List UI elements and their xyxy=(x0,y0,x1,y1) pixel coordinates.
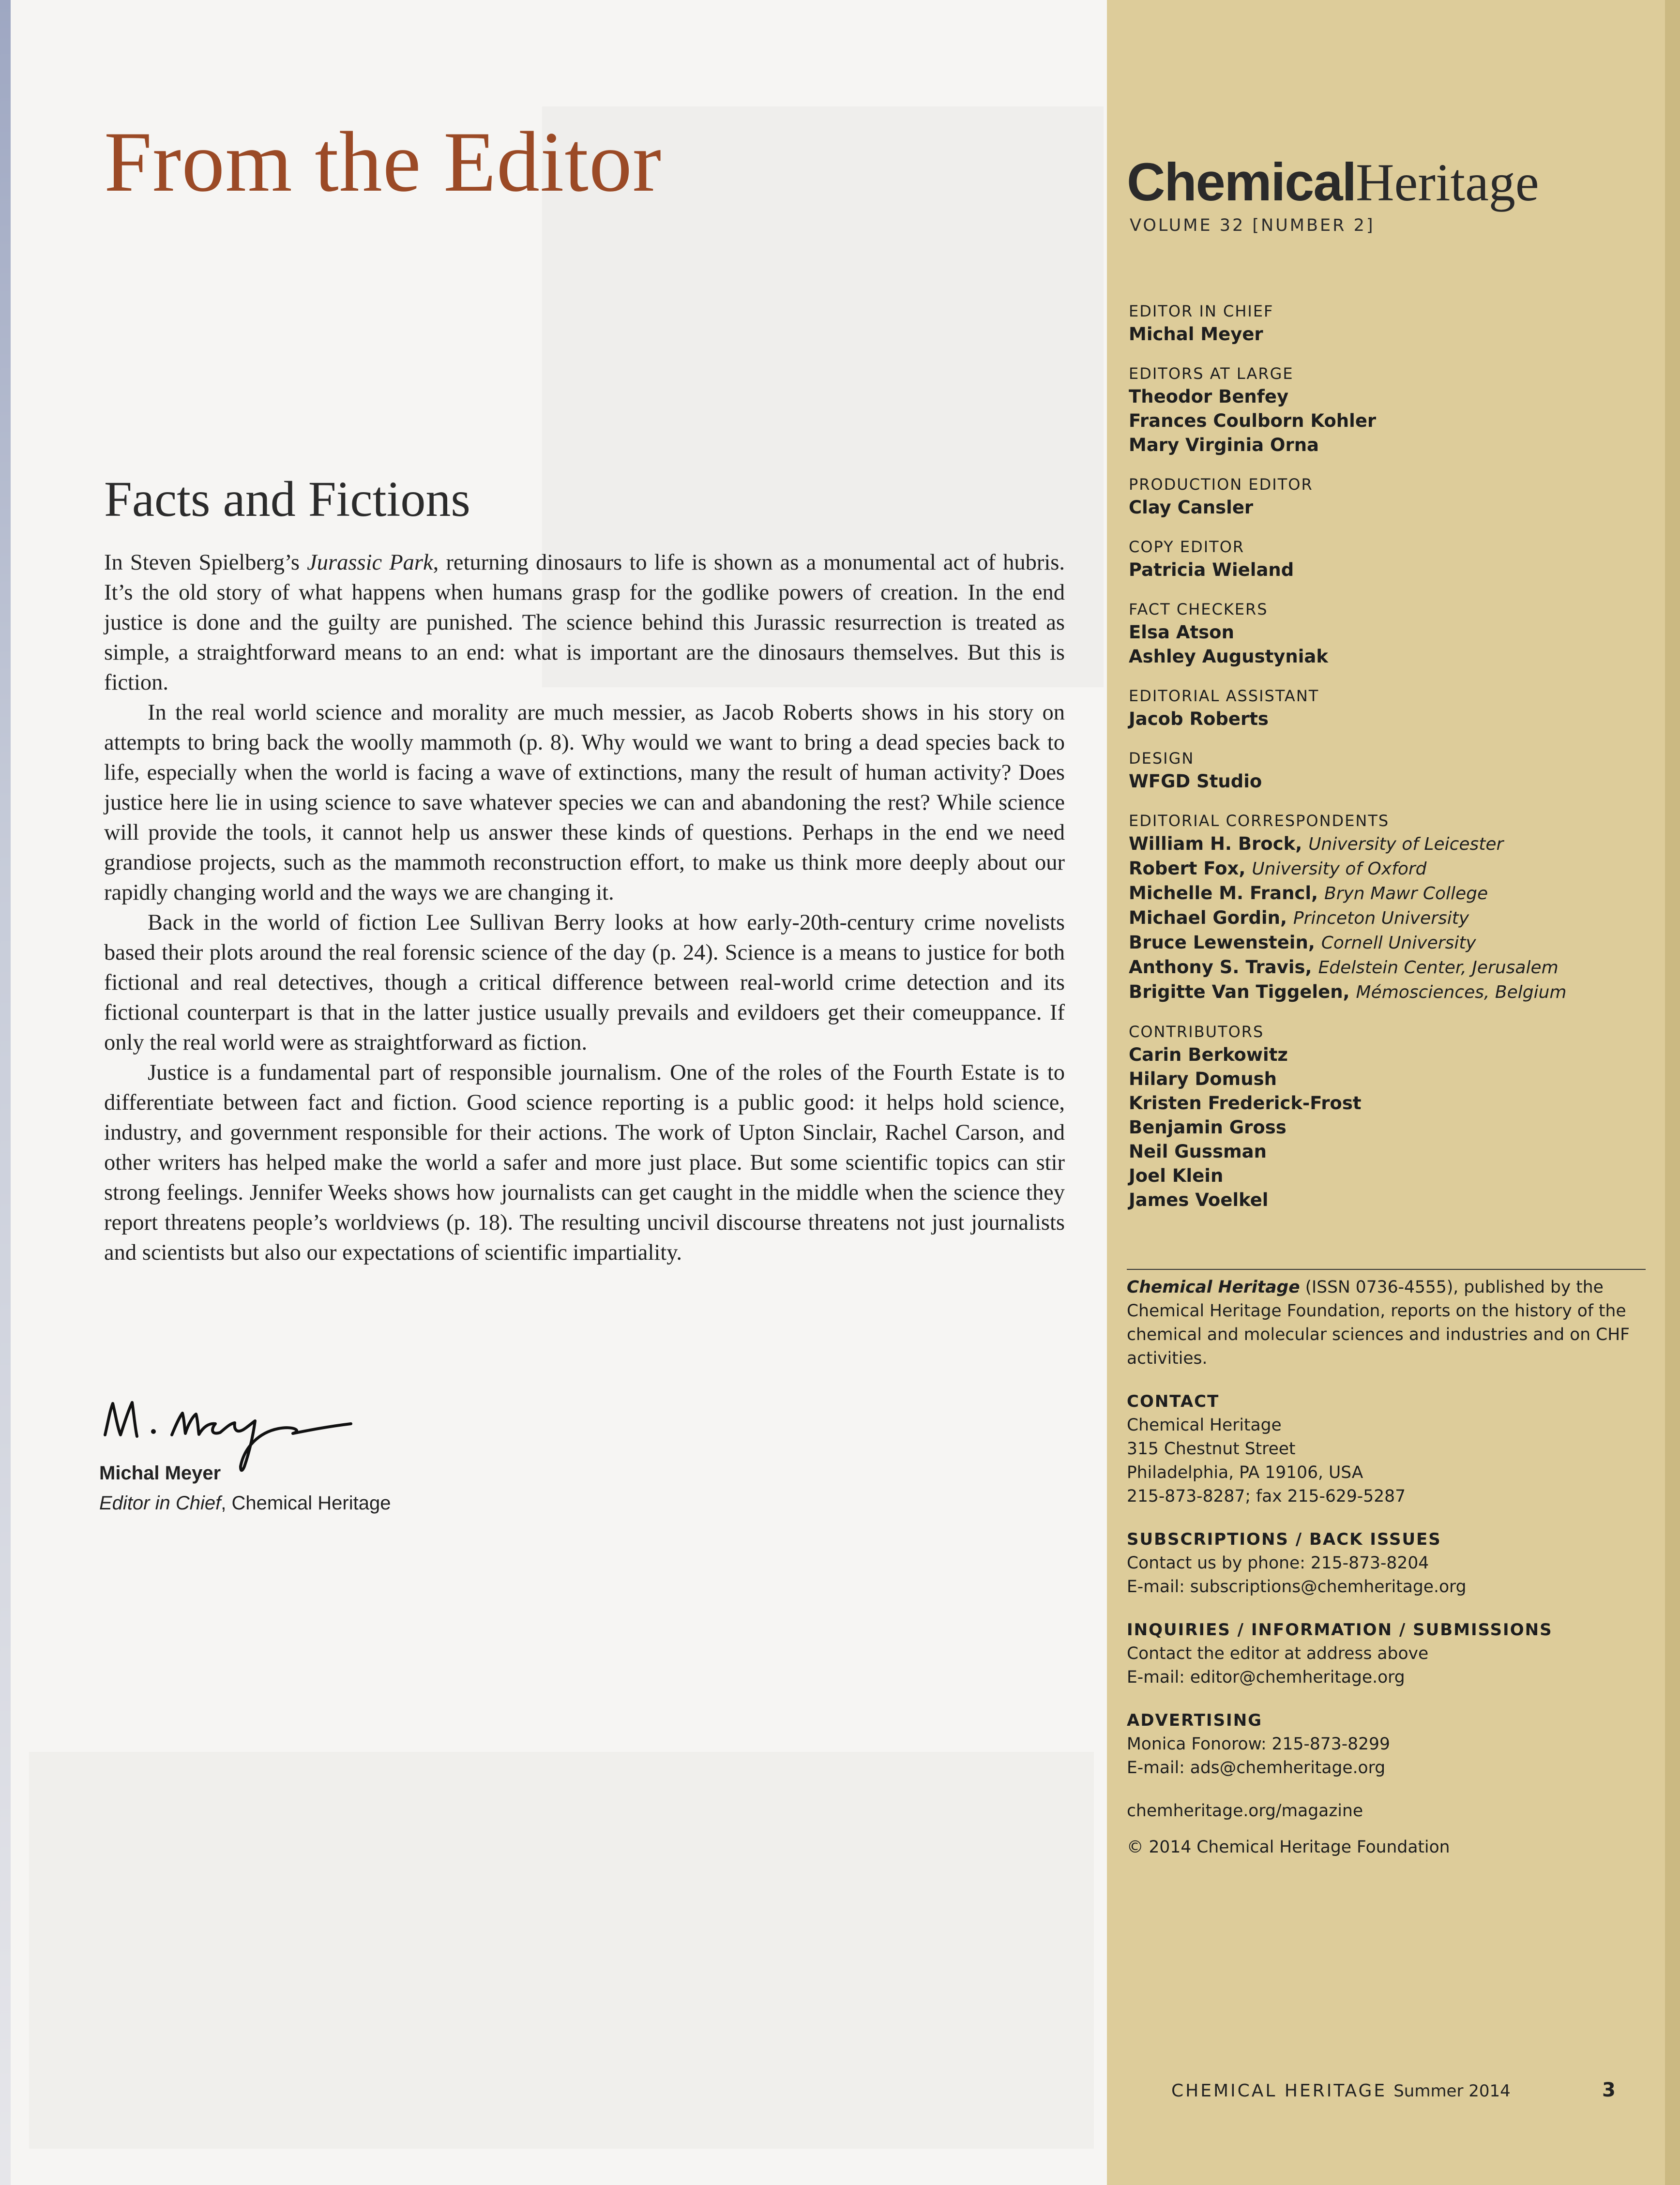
staff-name: Jacob Roberts xyxy=(1129,708,1269,729)
staff-name: Patricia Wieland xyxy=(1129,559,1294,580)
staff-name: Clay Cansler xyxy=(1129,497,1254,518)
contact-line: 315 Chestnut Street xyxy=(1127,1439,1296,1459)
correspondent: Robert Fox, University of Oxford xyxy=(1129,858,1427,879)
staff-name: Kristen Frederick-Frost xyxy=(1129,1093,1362,1114)
masthead-section xyxy=(1129,536,1637,582)
masthead-label: CONTRIBUTORS xyxy=(1129,1023,1264,1041)
advertising-email[interactable]: E-mail: ads@chemheritage.org xyxy=(1127,1758,1386,1778)
article-paragraph: Back in the world of fiction Lee Sullivan Berry looks at how early-20th-century crime novelists based their plots around the real forensic science of the day (p. 24). Science is a means to justice for both fictional and real detectives, though a critical difference between real-world crime detection and its fictional counterpart is that in the latter justice usually prevails and evildoers get their comeuppance. If only the real world were as straightforward as fiction. xyxy=(104,910,1065,1055)
correspondent: Michael Gordin, Princeton University xyxy=(1129,907,1469,928)
masthead-label: FACT CHECKERS xyxy=(1129,600,1268,618)
subscriptions-heading: SUBSCRIPTIONS / BACK ISSUES xyxy=(1127,1530,1441,1549)
publication-info xyxy=(1127,1276,1650,1859)
staff-name: Frances Coulborn Kohler xyxy=(1129,410,1377,431)
footer-publication: CHEMICAL HERITAGE xyxy=(1171,2081,1387,2101)
inquiries-heading: INQUIRIES / INFORMATION / SUBMISSIONS xyxy=(1127,1620,1553,1640)
advertising-heading: ADVERTISING xyxy=(1127,1711,1263,1730)
staff-name: Michal Meyer xyxy=(1129,324,1263,345)
masthead-section xyxy=(1129,300,1637,347)
volume-number: VOLUME 32 [NUMBER 2] xyxy=(1130,216,1375,235)
article-paragraph: Justice is a fundamental part of responsible journalism. One of the roles of the Fourth Estate is to differentiate between fact and fiction. Good science reporting is a public good: it helps hold science, industry, and government responsible for their actions. The work of Upton Sinclair, Rachel Carson, and other writers has helped make the world a safer and more just place. But some scientific topics can stir strong feelings. Jennifer Weeks shows how journalists can get caught in the middle when the science they report threatens people’s worldviews (p. 18). The resulting uncivil discourse threatens not just journalists and scientists but also our expectations of scientific impartiality. xyxy=(104,1060,1065,1265)
masthead-label: EDITORS AT LARGE xyxy=(1129,364,1294,383)
staff-name: Hilary Domush xyxy=(1129,1069,1277,1089)
masthead-label: EDITORIAL ASSISTANT xyxy=(1129,687,1319,705)
masthead-section xyxy=(1129,473,1637,520)
footer-issue: Summer 2014 xyxy=(1393,2081,1511,2101)
masthead-section xyxy=(1129,362,1637,457)
masthead-section xyxy=(1129,747,1637,794)
staff-name: Carin Berkowitz xyxy=(1129,1044,1288,1065)
masthead-label: EDITOR IN CHIEF xyxy=(1129,302,1274,320)
inquiries-line: Contact the editor at address above xyxy=(1127,1644,1429,1663)
correspondent: Brigitte Van Tiggelen, Mémosciences, Belgium xyxy=(1129,981,1567,1002)
subscriptions-email[interactable]: E-mail: subscriptions@chemheritage.org xyxy=(1127,1577,1467,1597)
copyright-notice: © 2014 Chemical Heritage Foundation xyxy=(1127,1838,1450,1857)
staff-masthead xyxy=(1129,300,1637,1228)
article-paragraph: In Steven Spielberg’s Jurassic Park, returning dinosaurs to life is shown as a monumental act of hubris. It’s the old story of what happens when humans grasp for the godlike powers of creation. In the end justice is done and the guilty are punished. The science behind this Jurassic resurrection is treated as simple, a straightforward means to an end: what is important are the dinosaurs themselves. But this is fiction. xyxy=(104,550,1065,695)
masthead-section xyxy=(1129,1021,1637,1212)
subscriptions-block xyxy=(1127,1528,1650,1599)
page-footer xyxy=(1171,2081,1636,2101)
advertising-block xyxy=(1127,1709,1650,1780)
magazine-logo: ChemicalHeritage xyxy=(1127,152,1539,212)
film-title: Jurassic Park xyxy=(307,550,433,575)
correspondent: Bruce Lewenstein, Cornell University xyxy=(1129,932,1476,953)
masthead-section xyxy=(1129,598,1637,669)
staff-name: Benjamin Gross xyxy=(1129,1117,1286,1138)
signer-role: Editor in Chief, Chemical Heritage xyxy=(99,1492,391,1514)
staff-name: Mary Virginia Orna xyxy=(1129,435,1319,455)
contact-heading: CONTACT xyxy=(1127,1392,1220,1411)
staff-name: Joel Klein xyxy=(1129,1165,1224,1186)
masthead-label: COPY EDITOR xyxy=(1129,538,1245,556)
masthead-label: DESIGN xyxy=(1129,749,1195,768)
inquiries-email[interactable]: E-mail: editor@chemheritage.org xyxy=(1127,1668,1405,1687)
contact-block xyxy=(1127,1390,1650,1508)
contact-line: 215-873-8287; fax 215-629-5287 xyxy=(1127,1487,1406,1506)
contact-line: Chemical Heritage xyxy=(1127,1416,1282,1435)
masthead-label: EDITORIAL CORRESPONDENTS xyxy=(1129,812,1390,830)
article-body xyxy=(104,548,1065,1268)
masthead-section xyxy=(1129,810,1637,1005)
contact-line: Philadelphia, PA 19106, USA xyxy=(1127,1463,1363,1482)
article-paragraph: In the real world science and morality are much messier, as Jacob Roberts shows in his story on attempts to bring back the woolly mammoth (p. 8). Why would we want to bring a dead species back to life, especially when the world is facing a wave of extinctions, many the result of human activity? Does justice here lie in using science to save whatever species we can and abandoning the rest? While science will provide the tools, it cannot help us answer these kinds of questions. Perhaps in the end we need grandiose projects, such as the mammoth reconstruction effort, to make us think more deeply about our rapidly changing world and the ways we are changing it. xyxy=(104,700,1065,905)
page-number: 3 xyxy=(1602,2079,1616,2101)
page-title: From the Editor xyxy=(104,114,662,210)
page-spine xyxy=(0,0,11,2185)
staff-name: WFGD Studio xyxy=(1129,771,1262,792)
correspondent: Michelle M. Francl, Bryn Mawr College xyxy=(1129,883,1488,904)
website-link[interactable]: chemheritage.org/magazine xyxy=(1127,1801,1363,1821)
page-edge xyxy=(1665,0,1680,2185)
masthead-section xyxy=(1129,685,1637,731)
background-bleed-through-lower xyxy=(29,1752,1094,2149)
masthead-label: PRODUCTION EDITOR xyxy=(1129,475,1313,494)
advertising-line: Monica Fonorow: 215-873-8299 xyxy=(1127,1734,1390,1754)
signer-name: Michal Meyer xyxy=(99,1462,221,1484)
subscriptions-line: Contact us by phone: 215-873-8204 xyxy=(1127,1553,1429,1573)
staff-name: James Voelkel xyxy=(1129,1190,1269,1210)
staff-name: Ashley Augustyniak xyxy=(1129,646,1329,667)
staff-name: Theodor Benfey xyxy=(1129,386,1289,407)
inquiries-block xyxy=(1127,1618,1650,1689)
correspondent: Anthony S. Travis, Edelstein Center, Jerusalem xyxy=(1129,957,1559,978)
article-title: Facts and Fictions xyxy=(104,471,470,527)
divider xyxy=(1127,1269,1646,1270)
publication-statement: Chemical Heritage (ISSN 0736-4555), published by the Chemical Heritage Foundation, reports on the history of the chemical and molecular sciences and industries and on CHF activities. xyxy=(1127,1278,1630,1368)
staff-name: Elsa Atson xyxy=(1129,622,1234,643)
staff-name: Neil Gussman xyxy=(1129,1141,1267,1162)
correspondent: William H. Brock, University of Leicester xyxy=(1129,833,1504,854)
